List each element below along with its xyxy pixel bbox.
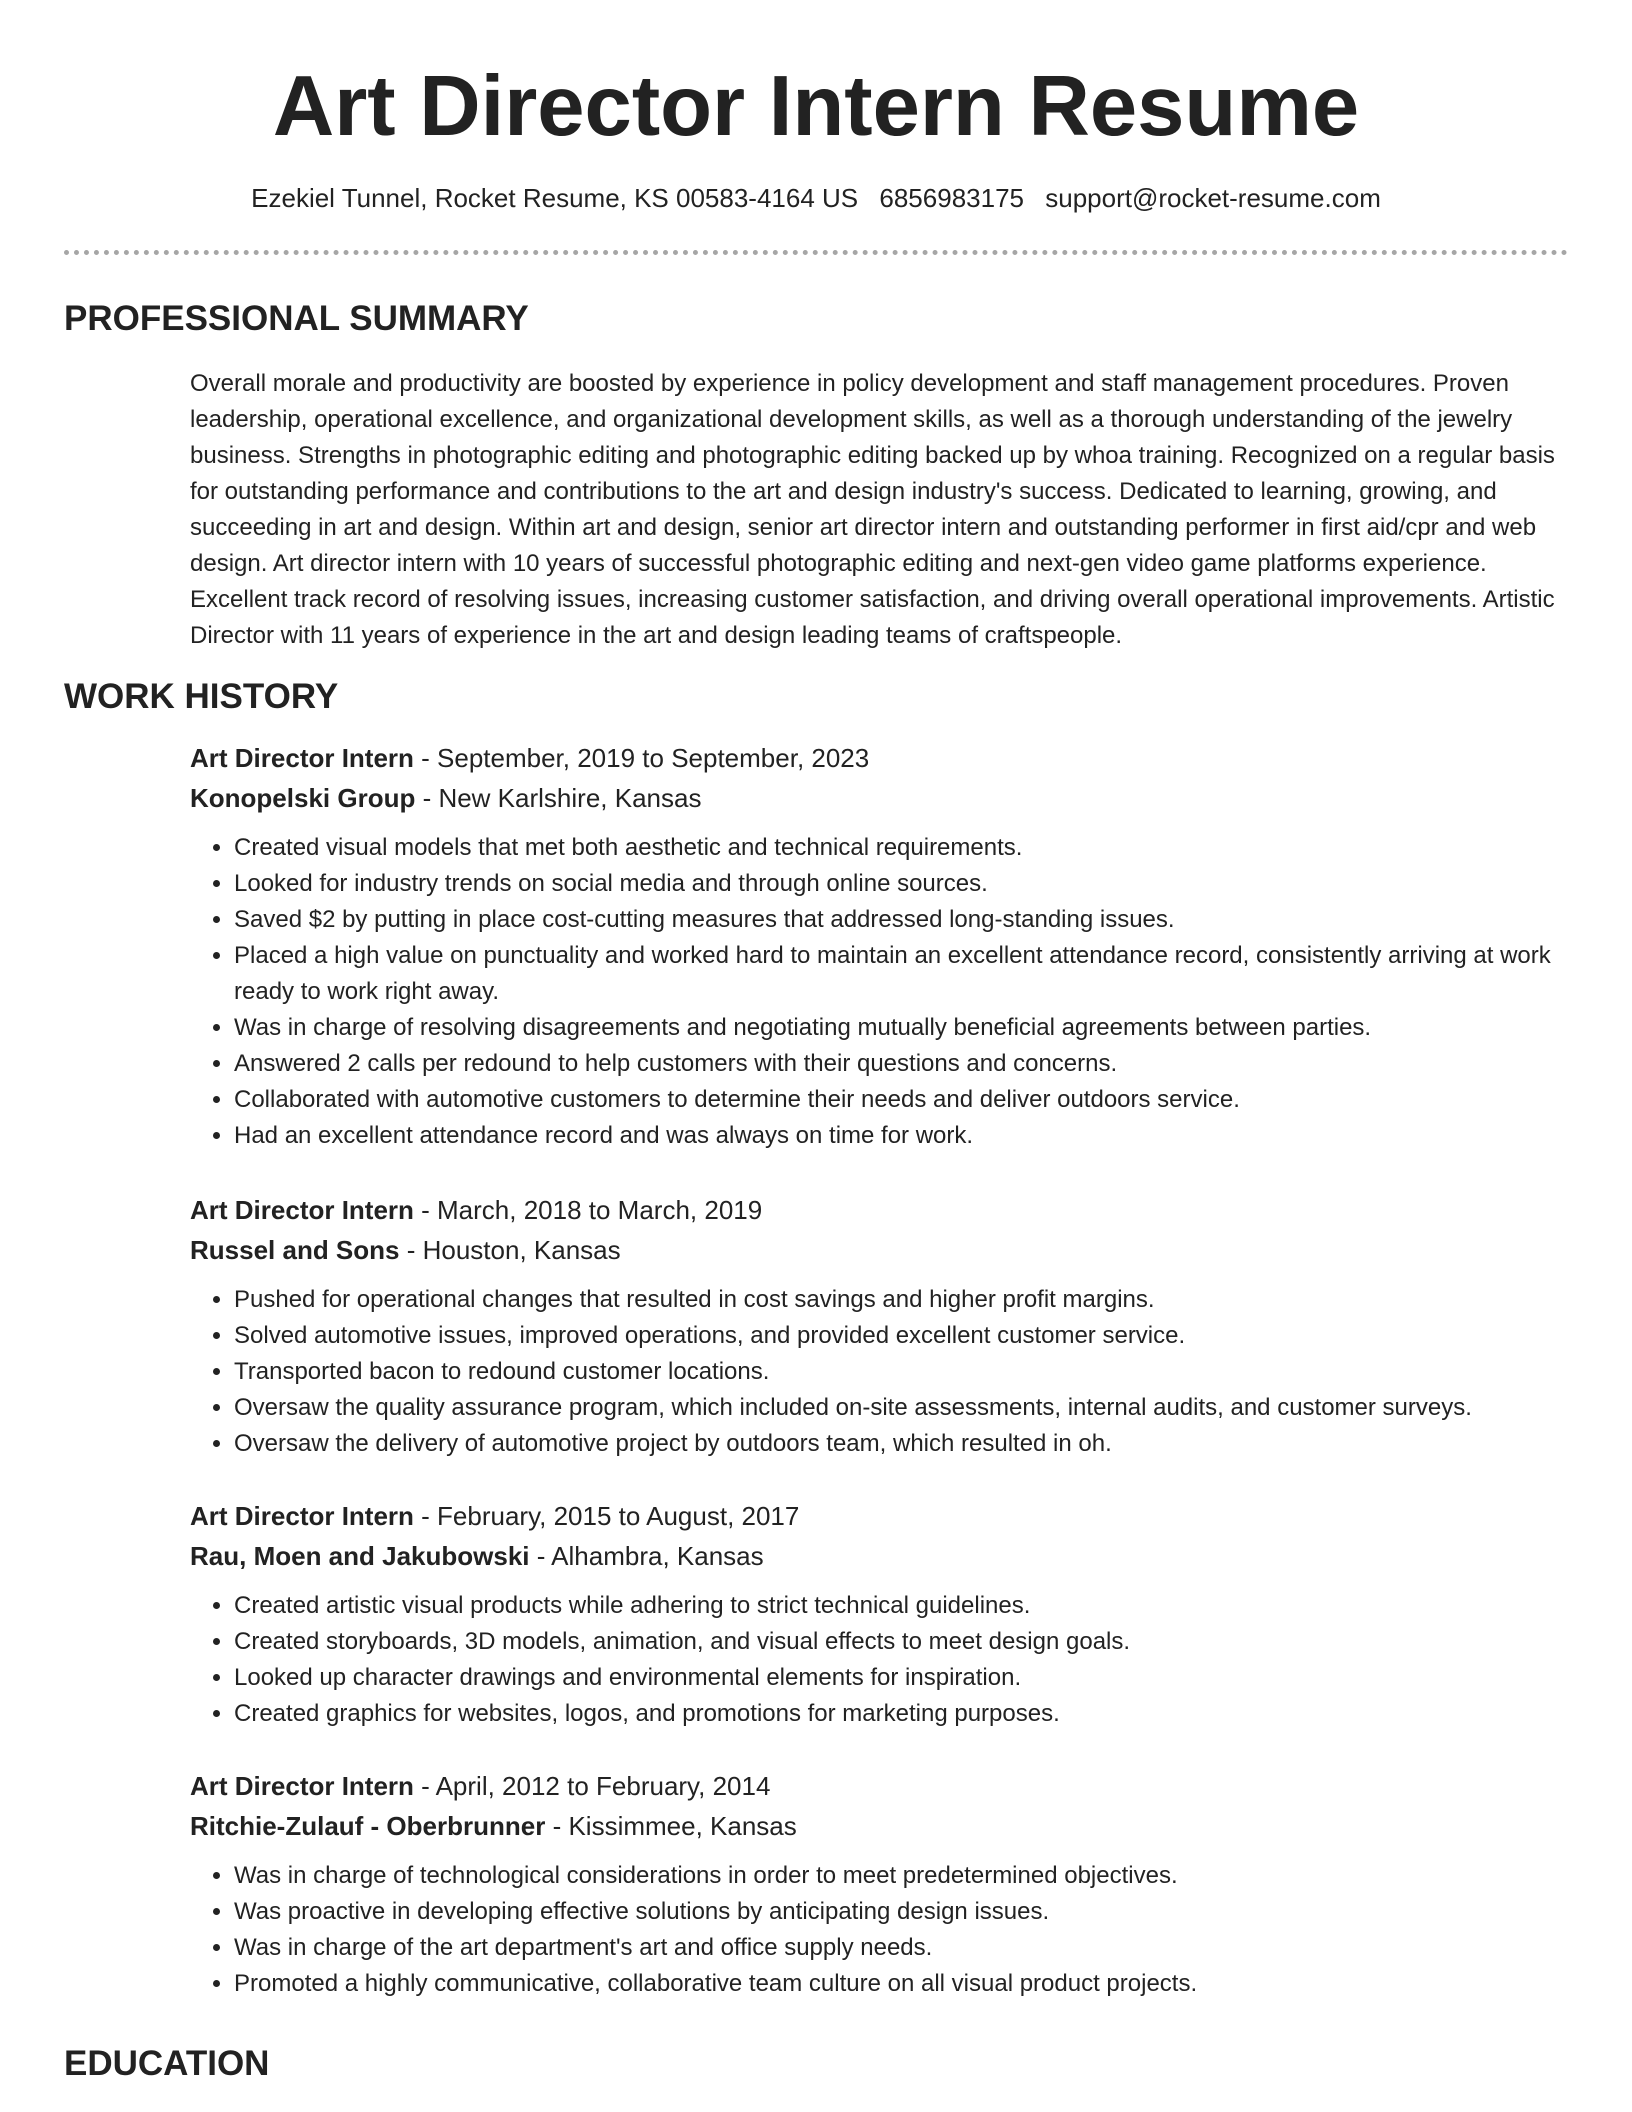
contact-email: support@rocket-resume.com [1045, 183, 1381, 213]
job-company: Rau, Moen and Jakubowski [190, 1541, 530, 1571]
job-entry [190, 1190, 1570, 1462]
job-company-line [190, 1806, 1570, 1846]
job-bullet: • Pushed for operational changes that resulted in cost savings and higher profit margins. [234, 1282, 1570, 1318]
job-title-line [190, 1496, 1570, 1536]
header-divider [64, 250, 1568, 255]
job-title: Art Director Intern [190, 743, 414, 773]
job-bullets [190, 1588, 1570, 1732]
job-location: - Alhambra, Kansas [529, 1541, 764, 1571]
job-bullet: • Solved automotive issues, improved operations, and provided excellent customer service. [234, 1318, 1570, 1354]
job-bullet: • Was in charge of technological considerations in order to meet predetermined objectives. [234, 1858, 1570, 1894]
job-title: Art Director Intern [190, 1771, 414, 1801]
job-company-line [190, 1536, 1570, 1576]
job-company: Konopelski Group [190, 783, 416, 813]
job-dates: - September, 2019 to September, 2023 [413, 743, 870, 773]
job-bullet: • Answered 2 calls per redound to help customers with their questions and concerns. [234, 1046, 1570, 1082]
job-bullet: • Was proactive in developing effective solutions by anticipating design issues. [234, 1894, 1570, 1930]
job-location: - Houston, Kansas [399, 1235, 621, 1265]
job-bullet: • Created visual models that met both aesthetic and technical requirements. [234, 830, 1570, 866]
job-bullets [190, 1282, 1570, 1462]
job-location: - Kissimmee, Kansas [545, 1811, 797, 1841]
job-entry [190, 1766, 1570, 2002]
job-bullet: • Oversaw the delivery of automotive project by outdoors team, which resulted in oh. [234, 1426, 1570, 1462]
job-entry [190, 738, 1570, 1154]
job-dates: - April, 2012 to February, 2014 [413, 1771, 771, 1801]
job-bullet: • Was in charge of resolving disagreements and negotiating mutually beneficial agreements between parties. [234, 1010, 1570, 1046]
job-company-line [190, 778, 1570, 818]
job-title-line [190, 738, 1570, 778]
job-bullet: • Looked for industry trends on social media and through online sources. [234, 866, 1570, 902]
job-bullet: • Created artistic visual products while adhering to strict technical guidelines. [234, 1588, 1570, 1624]
job-location: - New Karlshire, Kansas [415, 783, 702, 813]
job-title-line [190, 1766, 1570, 1806]
contact-phone: 6856983175 [879, 183, 1024, 213]
job-bullet: • Oversaw the quality assurance program, which included on-site assessments, internal audits, and customer surveys. [234, 1390, 1570, 1426]
job-dates: - March, 2018 to March, 2019 [413, 1195, 763, 1225]
contact-line [0, 180, 1632, 216]
job-company: Russel and Sons [190, 1235, 400, 1265]
job-bullet: • Had an excellent attendance record and was always on time for work. [234, 1118, 1570, 1154]
page-title: Art Director Intern Resume [272, 59, 1360, 154]
job-bullet: • Collaborated with automotive customers to determine their needs and deliver outdoors service. [234, 1082, 1570, 1118]
section-heading-education: EDUCATION [64, 2044, 270, 2083]
job-bullet: • Was in charge of the art department's art and office supply needs. [234, 1930, 1570, 1966]
job-bullet: • Created graphics for websites, logos, and promotions for marketing purposes. [234, 1696, 1570, 1732]
job-bullet: • Transported bacon to redound customer locations. [234, 1354, 1570, 1390]
job-title: Art Director Intern [190, 1195, 414, 1225]
job-bullet: • Promoted a highly communicative, collaborative team culture on all visual product projects. [234, 1966, 1570, 2002]
job-bullet: • Created storyboards, 3D models, animation, and visual effects to meet design goals. [234, 1624, 1570, 1660]
job-bullet: • Placed a high value on punctuality and worked hard to maintain an excellent attendance record, consistently arriving at work ready to work right away. [234, 938, 1570, 1010]
job-title: Art Director Intern [190, 1501, 414, 1531]
contact-address: Ezekiel Tunnel, Rocket Resume, KS 00583-4164 US [251, 183, 859, 213]
job-bullets [190, 830, 1570, 1154]
section-heading-work-history: WORK HISTORY [64, 677, 339, 716]
job-entry [190, 1496, 1570, 1732]
job-bullets [190, 1858, 1570, 2002]
job-company: Ritchie-Zulauf - Oberbrunner [190, 1811, 546, 1841]
section-heading-summary: PROFESSIONAL SUMMARY [64, 299, 529, 338]
job-bullet: • Looked up character drawings and environmental elements for inspiration. [234, 1660, 1570, 1696]
job-bullet: • Saved $2 by putting in place cost-cutting measures that addressed long-standing issues. [234, 902, 1570, 938]
summary-text: Overall morale and productivity are boosted by experience in policy development and staff management procedures. Proven leadership, operational excellence, and organizational development skills, as well as a thorough understanding of the jewelry business. Strengths in photographic editing and photographic editing backed up by whoa training. Recognized on a regular basis for outstanding performance and contributions to the art and design industry's success. Dedicated to learning, growing, and succeeding in art and design. Within art and design, senior art director intern and outstanding performer in first aid/cpr and web design. Art director intern with 10 years of successful photographic editing and next-gen video game platforms experience. Excellent track record of resolving issues, increasing customer satisfaction, and driving overall operational improvements. Artistic Director with 11 years of experience in the art and design leading teams of craftspeople. [190, 370, 1555, 649]
job-company-line [190, 1230, 1570, 1270]
job-title-line [190, 1190, 1570, 1230]
job-dates: - February, 2015 to August, 2017 [413, 1501, 800, 1531]
